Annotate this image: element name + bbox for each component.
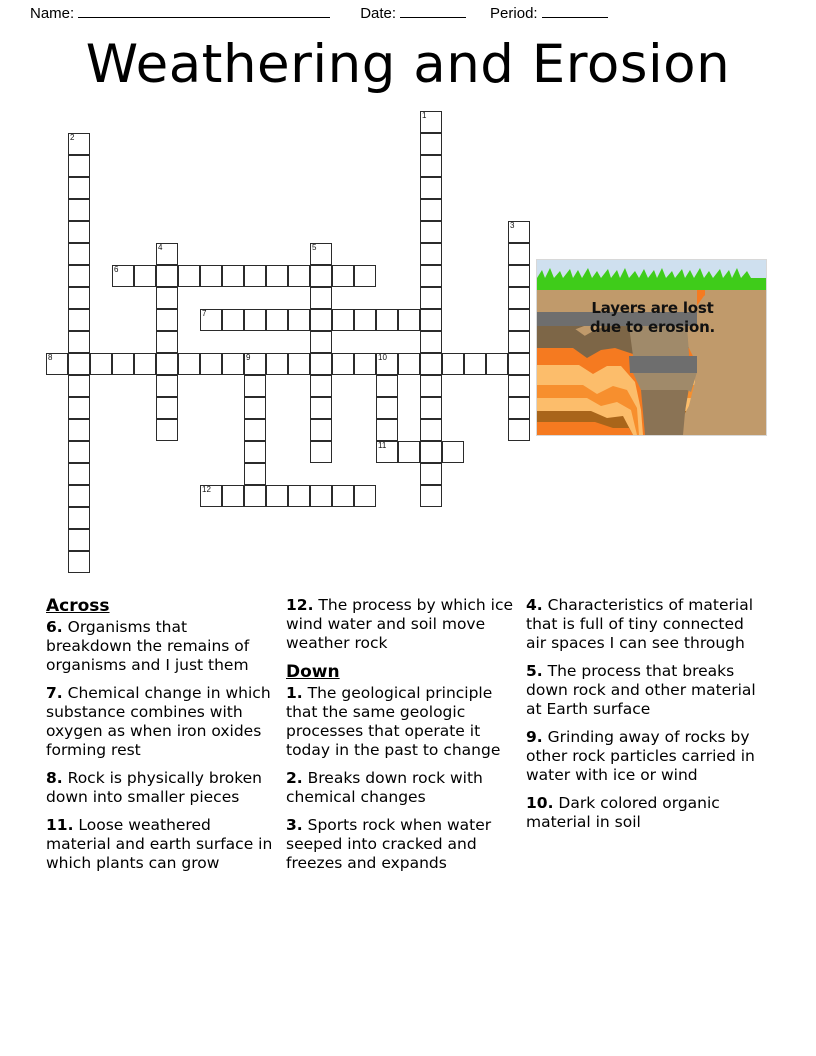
- crossword-cell[interactable]: [68, 529, 90, 551]
- crossword-cell[interactable]: [156, 265, 178, 287]
- across-heading: Across: [46, 596, 110, 616]
- crossword-cell[interactable]: [420, 397, 442, 419]
- clue-down-3: [286, 816, 516, 873]
- crossword-cell[interactable]: [156, 309, 178, 331]
- crossword-cell[interactable]: [68, 243, 90, 265]
- crossword-cell[interactable]: [376, 375, 398, 397]
- clue-text: Grinding away of rocks by other rock particles carried in water with ice or wind: [526, 728, 755, 784]
- crossword-cell[interactable]: [200, 265, 222, 287]
- crossword-cell[interactable]: [420, 111, 442, 133]
- crossword-cell[interactable]: [46, 353, 68, 375]
- crossword-cell[interactable]: [266, 265, 288, 287]
- crossword-cell[interactable]: [420, 287, 442, 309]
- crossword-cell[interactable]: [508, 243, 530, 265]
- clue-number: 10.: [526, 794, 554, 812]
- cell-number: 10: [378, 353, 387, 362]
- crossword-cell[interactable]: [222, 353, 244, 375]
- crossword-cell[interactable]: [420, 199, 442, 221]
- crossword-cell[interactable]: [508, 309, 530, 331]
- crossword-cell[interactable]: [508, 353, 530, 375]
- crossword-cell[interactable]: [68, 199, 90, 221]
- crossword-cell[interactable]: [244, 441, 266, 463]
- crossword-cell[interactable]: [464, 353, 486, 375]
- name-label: Name:: [30, 5, 75, 22]
- crossword-cell[interactable]: [134, 353, 156, 375]
- soil-layers-diagram: [537, 260, 766, 435]
- crossword-cell[interactable]: [178, 265, 200, 287]
- crossword-cell[interactable]: [332, 309, 354, 331]
- crossword-cell[interactable]: [68, 331, 90, 353]
- crossword-cell[interactable]: [68, 177, 90, 199]
- clues-column-2: [286, 596, 526, 882]
- clue-text: Breaks down rock with chemical changes: [286, 769, 483, 806]
- cell-number: 2: [70, 133, 75, 142]
- crossword-cell[interactable]: [178, 353, 200, 375]
- cell-number: 3: [510, 221, 515, 230]
- clue-number: 5.: [526, 662, 543, 680]
- crossword-cell[interactable]: [266, 353, 288, 375]
- crossword-cell[interactable]: [332, 353, 354, 375]
- crossword-cell[interactable]: [68, 463, 90, 485]
- crossword-cell[interactable]: [112, 265, 134, 287]
- crossword-cell[interactable]: [288, 485, 310, 507]
- crossword-cell[interactable]: [200, 353, 222, 375]
- clue-down-1: [286, 684, 516, 760]
- crossword-cell[interactable]: [310, 375, 332, 397]
- crossword-cell[interactable]: [310, 265, 332, 287]
- crossword-cell[interactable]: [354, 309, 376, 331]
- crossword-cell[interactable]: [68, 441, 90, 463]
- crossword-cell[interactable]: [310, 419, 332, 441]
- crossword-cell[interactable]: [68, 133, 90, 155]
- crossword-cell[interactable]: [200, 309, 222, 331]
- crossword-cell[interactable]: [156, 397, 178, 419]
- crossword-cell[interactable]: [332, 265, 354, 287]
- clues-column-3: [526, 596, 771, 882]
- crossword-cell[interactable]: [310, 309, 332, 331]
- crossword-cell[interactable]: [68, 397, 90, 419]
- crossword-cell[interactable]: [266, 309, 288, 331]
- clue-number: 6.: [46, 618, 63, 636]
- clue-down-5: [526, 662, 761, 719]
- page-title: Weathering and Erosion: [85, 34, 731, 95]
- clue-number: 7.: [46, 684, 63, 702]
- crossword-cell[interactable]: [68, 287, 90, 309]
- crossword-cell[interactable]: [420, 243, 442, 265]
- crossword-cell[interactable]: [420, 463, 442, 485]
- crossword-cell[interactable]: [244, 397, 266, 419]
- crossword-cell[interactable]: [420, 331, 442, 353]
- crossword-cell[interactable]: [420, 133, 442, 155]
- cell-number: 4: [158, 243, 163, 252]
- clue-text: Sports rock when water seeped into cracked and freezes and expands: [286, 816, 492, 872]
- crossword-cell[interactable]: [508, 221, 530, 243]
- clue-across-12: [286, 596, 516, 653]
- crossword-cell[interactable]: [134, 265, 156, 287]
- crossword-cell[interactable]: [354, 353, 376, 375]
- clue-number: 8.: [46, 769, 63, 787]
- crossword-cell[interactable]: [376, 309, 398, 331]
- clue-down-10: [526, 794, 761, 832]
- crossword-cell[interactable]: [310, 353, 332, 375]
- crossword-cell[interactable]: [156, 375, 178, 397]
- crossword-cell[interactable]: [376, 441, 398, 463]
- clue-across-8: [46, 769, 276, 807]
- crossword-cell[interactable]: [420, 265, 442, 287]
- crossword-cell[interactable]: [244, 419, 266, 441]
- crossword-cell[interactable]: [68, 375, 90, 397]
- clue-text: Organisms that breakdown the remains of organisms and I just them: [46, 618, 250, 674]
- clue-across-7: [46, 684, 276, 760]
- crossword-cell[interactable]: [288, 353, 310, 375]
- cell-number: 12: [202, 485, 211, 494]
- crossword-cell[interactable]: [420, 177, 442, 199]
- crossword-cell[interactable]: [420, 419, 442, 441]
- crossword-cell[interactable]: [310, 331, 332, 353]
- crossword-cell[interactable]: [332, 485, 354, 507]
- clue-across-11: [46, 816, 276, 873]
- crossword-cell[interactable]: [508, 375, 530, 397]
- crossword-cell[interactable]: [398, 309, 420, 331]
- crossword-cell[interactable]: [420, 221, 442, 243]
- clue-number: 3.: [286, 816, 303, 834]
- crossword-cell[interactable]: [68, 309, 90, 331]
- clue-number: 4.: [526, 596, 543, 614]
- worksheet-header: [0, 0, 816, 26]
- crossword-cell[interactable]: [442, 353, 464, 375]
- crossword-cell[interactable]: [222, 309, 244, 331]
- clue-text: Chemical change in which substance combines with oxygen as when iron oxides forming rest: [46, 684, 271, 759]
- name-blank-rule[interactable]: [78, 4, 330, 18]
- clue-text: The process by which ice wind water and soil move weather rock: [286, 596, 514, 652]
- crossword-cell[interactable]: [310, 441, 332, 463]
- crossword-cell[interactable]: [508, 265, 530, 287]
- crossword-cell[interactable]: [486, 353, 508, 375]
- clue-number: 2.: [286, 769, 303, 787]
- crossword-cell[interactable]: [310, 485, 332, 507]
- clue-text: Loose weathered material and earth surface in which plants can grow: [46, 816, 273, 872]
- period-field[interactable]: [490, 4, 608, 22]
- cell-number: 8: [48, 353, 53, 362]
- clue-text: Characteristics of material that is full of tiny connected air spaces I can see through: [526, 596, 753, 652]
- cell-number: 6: [114, 265, 119, 274]
- clue-down-2: [286, 769, 516, 807]
- clue-text: The process that breaks down rock and other material at Earth surface: [526, 662, 756, 718]
- crossword-cell[interactable]: [376, 353, 398, 375]
- crossword-cell[interactable]: [508, 419, 530, 441]
- crossword-cell[interactable]: [266, 485, 288, 507]
- crossword-cell[interactable]: [354, 485, 376, 507]
- crossword-cell[interactable]: [398, 353, 420, 375]
- crossword-cell[interactable]: [112, 353, 134, 375]
- crossword-cell[interactable]: [244, 375, 266, 397]
- crossword-cell[interactable]: [200, 485, 222, 507]
- cell-number: 5: [312, 243, 317, 252]
- crossword-cell[interactable]: [244, 463, 266, 485]
- cell-number: 7: [202, 309, 207, 318]
- crossword-cell[interactable]: [420, 353, 442, 375]
- cell-number: 11: [378, 441, 387, 450]
- clue-number: 12.: [286, 596, 314, 614]
- crossword-cell[interactable]: [68, 221, 90, 243]
- crossword-cell[interactable]: [354, 265, 376, 287]
- crossword-cell[interactable]: [398, 441, 420, 463]
- clue-number: 11.: [46, 816, 74, 834]
- crossword-cell[interactable]: [376, 419, 398, 441]
- crossword-cell[interactable]: [310, 243, 332, 265]
- crossword-cell[interactable]: [68, 485, 90, 507]
- crossword-cell[interactable]: [90, 353, 112, 375]
- caption-line-2: due to erosion.: [589, 318, 716, 336]
- period-label: Period:: [490, 5, 538, 22]
- crossword-cell[interactable]: [288, 309, 310, 331]
- crossword-cell[interactable]: [420, 441, 442, 463]
- crossword-cell[interactable]: [156, 353, 178, 375]
- clue-down-9: [526, 728, 761, 785]
- crossword-cell[interactable]: [288, 265, 310, 287]
- crossword-cell[interactable]: [244, 309, 266, 331]
- caption-line-1: Layers are lost: [591, 299, 714, 317]
- clue-across-6: [46, 618, 276, 675]
- crossword-cell[interactable]: [420, 485, 442, 507]
- clue-number: 9.: [526, 728, 543, 746]
- clue-text: Dark colored organic material in soil: [526, 794, 720, 831]
- crossword-cell[interactable]: [68, 507, 90, 529]
- clues-area: [46, 596, 776, 882]
- crossword-cell[interactable]: [68, 419, 90, 441]
- cell-number: 1: [422, 111, 427, 120]
- crossword-cell[interactable]: [244, 485, 266, 507]
- erosion-illustration: [536, 259, 767, 436]
- crossword-cell[interactable]: [156, 243, 178, 265]
- crossword-cell[interactable]: [68, 265, 90, 287]
- illustration-caption: [537, 299, 767, 337]
- clue-text: Rock is physically broken down into smaller pieces: [46, 769, 263, 806]
- crossword-cell[interactable]: [68, 551, 90, 573]
- clue-number: 1.: [286, 684, 303, 702]
- crossword-cell[interactable]: [222, 265, 244, 287]
- crossword-cell[interactable]: [156, 331, 178, 353]
- crossword-cell[interactable]: [420, 375, 442, 397]
- crossword-cell[interactable]: [508, 397, 530, 419]
- crossword-cell[interactable]: [244, 265, 266, 287]
- crossword-cell[interactable]: [68, 353, 90, 375]
- crossword-cell[interactable]: [508, 287, 530, 309]
- crossword-cell[interactable]: [310, 397, 332, 419]
- clue-text: The geological principle that the same geologic processes that operate it today in the past to change: [286, 684, 501, 759]
- crossword-cell[interactable]: [420, 309, 442, 331]
- name-field[interactable]: [30, 4, 330, 22]
- clue-down-4: [526, 596, 761, 653]
- down-heading: Down: [286, 662, 340, 682]
- period-blank-rule[interactable]: [542, 4, 608, 18]
- date-field[interactable]: [360, 4, 466, 22]
- crossword-cell[interactable]: [420, 155, 442, 177]
- date-blank-rule[interactable]: [400, 4, 466, 18]
- crossword-cell[interactable]: [156, 419, 178, 441]
- crossword-cell[interactable]: [244, 353, 266, 375]
- clues-column-1: [46, 596, 286, 882]
- crossword-cell[interactable]: [442, 441, 464, 463]
- crossword-cell[interactable]: [508, 331, 530, 353]
- cell-number: 9: [246, 353, 251, 362]
- crossword-cell[interactable]: [310, 287, 332, 309]
- crossword-cell[interactable]: [222, 485, 244, 507]
- crossword-cell[interactable]: [156, 287, 178, 309]
- date-label: Date:: [360, 5, 397, 22]
- crossword-cell[interactable]: [376, 397, 398, 419]
- crossword-cell[interactable]: [68, 155, 90, 177]
